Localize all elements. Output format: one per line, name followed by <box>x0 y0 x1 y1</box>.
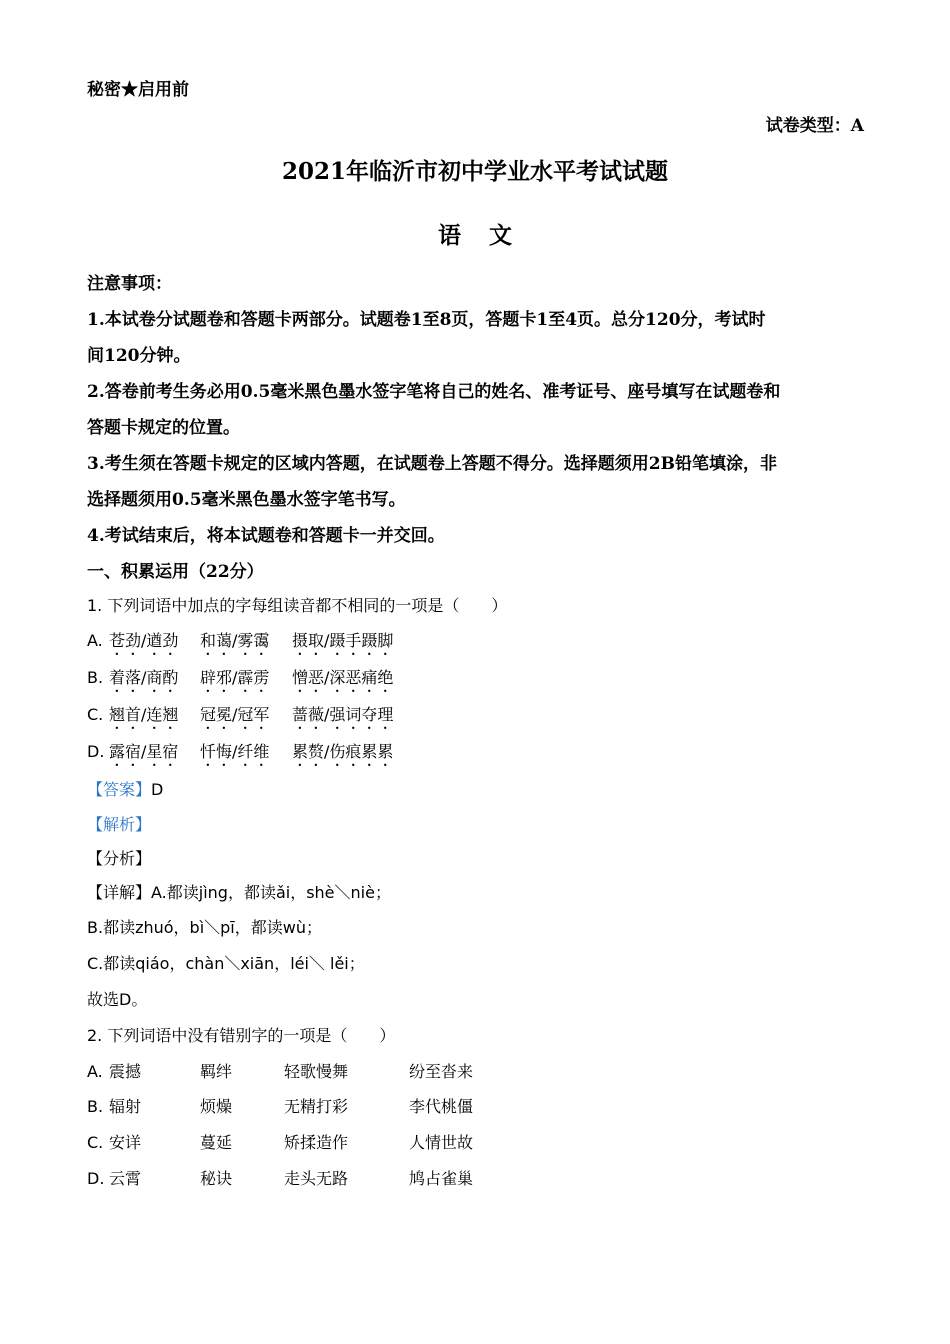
word-4: 人情世故 <box>409 1133 474 1152</box>
word-3: 无精打彩 <box>284 1097 349 1116</box>
note-2-line-2: 答题卡规定的位置。 <box>87 418 240 438</box>
word-4: 李代桃僵 <box>409 1097 474 1116</box>
word-1: 震撼 <box>109 1062 142 1081</box>
question-1-stem: 1. 下列词语中加点的字每组读音都不相同的一项是（ ） <box>87 596 508 615</box>
word-group-3: 累赘/伤痕累累 <box>292 742 394 761</box>
section-1-heading: 一、积累运用（22分） <box>87 562 264 582</box>
word-group-2: 忏悔/纤维 <box>200 742 270 761</box>
word-group-1: 露宿/星宿 <box>109 742 179 761</box>
note-4: 4.考试结束后，将本试题卷和答题卡一并交回。 <box>87 526 445 546</box>
note-3-line-2: 选择题须用0.5毫米黑色墨水签字笔书写。 <box>87 490 406 510</box>
note-2-line-1: 2.答卷前考生务必用0.5毫米黑色墨水签字笔将自己的姓名、准考证号、座号填写在试题卷和 <box>87 382 781 402</box>
word-group-2: 冠冕/冠军 <box>200 705 270 724</box>
answer-value: D <box>151 780 164 799</box>
word-2: 羁绊 <box>200 1062 233 1081</box>
answer-tag: 【答案】 <box>87 780 152 799</box>
word-3: 走头无路 <box>284 1169 349 1188</box>
word-group-2: 和蔼/雾霭 <box>200 631 270 650</box>
notes-heading: 注意事项： <box>87 274 172 294</box>
word-2: 蔓延 <box>200 1133 233 1152</box>
conclusion: 故选D。 <box>87 990 148 1009</box>
fenxi-tag: 【分析】 <box>87 849 152 868</box>
detail-line-3: C.都读qiáo，chàn＼xiān，léi＼ lěi； <box>87 954 365 973</box>
word-4: 纷至沓来 <box>409 1062 474 1081</box>
paper-type-label: 试卷类型：A <box>765 116 864 136</box>
note-1-line-2: 间120分钟。 <box>87 346 191 366</box>
option-label: D. <box>87 1169 105 1188</box>
exam-title: 2021年临沂市初中学业水平考试试题 <box>281 158 668 185</box>
word-3: 矫揉造作 <box>284 1133 349 1152</box>
word-2: 秘诀 <box>200 1169 233 1188</box>
subject-title: 语文 <box>438 222 540 249</box>
word-group-3: 摄取/蹑手蹑脚 <box>292 631 394 650</box>
option-label: B. <box>87 668 104 687</box>
option-label: A. <box>87 1062 103 1081</box>
word-1: 安详 <box>109 1133 142 1152</box>
option-label: C. <box>87 705 104 724</box>
option-label: A. <box>87 631 103 650</box>
word-group-1: 翘首/连翘 <box>109 705 179 724</box>
word-group-3: 蔷薇/强词夺理 <box>292 705 394 724</box>
word-group-3: 憎恶/深恶痛绝 <box>292 668 394 687</box>
q1-answer <box>87 778 163 802</box>
word-group-1: 着落/商酌 <box>109 668 179 687</box>
detail-line-1: 【详解】A.都读jìng，都读ǎi，shè＼niè； <box>87 883 391 902</box>
word-4: 鸠占雀巢 <box>409 1169 474 1188</box>
option-label: B. <box>87 1097 104 1116</box>
word-2: 烦燥 <box>200 1097 233 1116</box>
analysis-tag: 【解析】 <box>87 815 152 834</box>
question-2-stem: 2. 下列词语中没有错别字的一项是（ ） <box>87 1026 396 1045</box>
word-1: 辐射 <box>109 1097 142 1116</box>
word-3: 轻歌慢舞 <box>284 1062 349 1081</box>
word-group-1: 苍劲/遒劲 <box>109 631 179 650</box>
confidential-label: 秘密★启用前 <box>87 80 189 100</box>
option-label: C. <box>87 1133 104 1152</box>
note-1-line-1: 1.本试卷分试题卷和答题卡两部分。试题卷1至8页，答题卡1至4页。总分120分，考试时 <box>87 310 766 330</box>
word-1: 云霄 <box>109 1169 142 1188</box>
note-3-line-1: 3.考生须在答题卡规定的区域内答题，在试题卷上答题不得分。选择题须用2B铅笔填涂，非 <box>87 454 777 474</box>
word-group-2: 辟邪/霹雳 <box>200 668 270 687</box>
option-label: D. <box>87 742 105 761</box>
detail-line-2: B.都读zhuó，bì＼pī，都读wù； <box>87 918 322 937</box>
